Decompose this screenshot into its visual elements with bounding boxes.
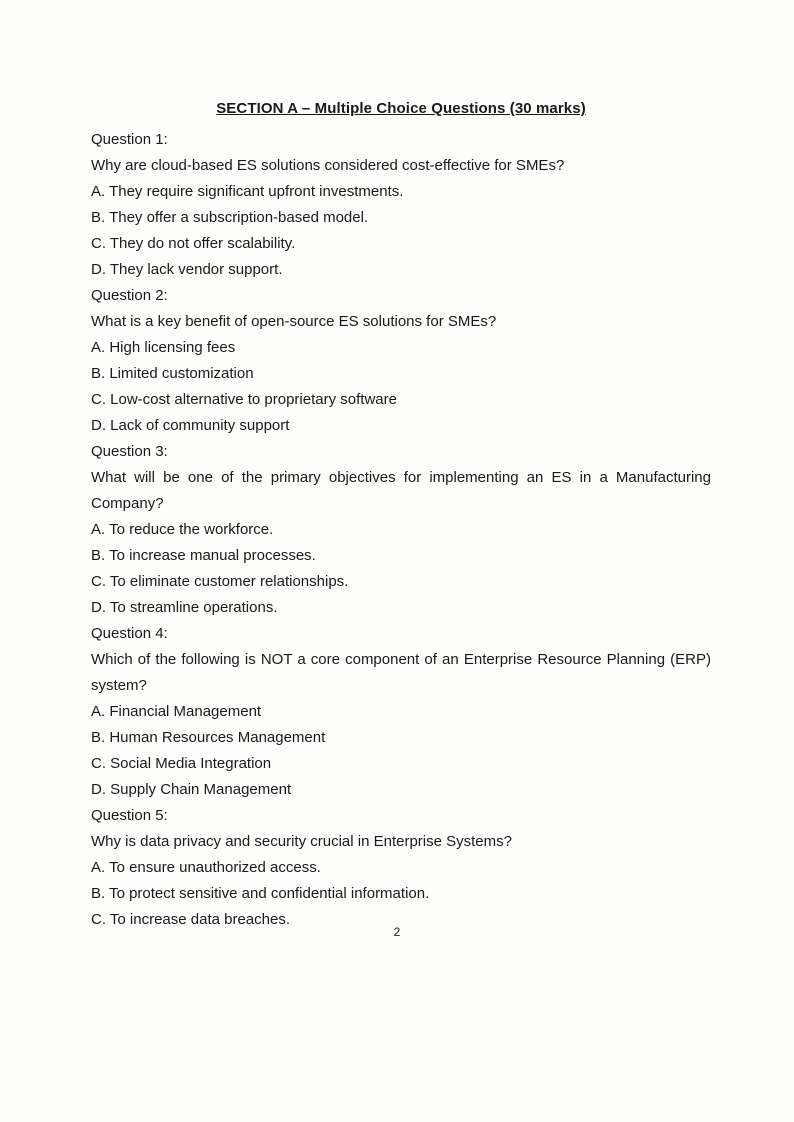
option-c: C. To eliminate customer relationships. (91, 573, 349, 590)
question-label: Question 3: (91, 443, 168, 460)
question-block (91, 283, 711, 439)
question-stem: What will be one of the primary objectives for implementing an ES in a Manufacturing Company? (91, 469, 711, 512)
option-b: B. They offer a subscription-based model. (91, 209, 369, 226)
option-a: A. High licensing fees (91, 339, 236, 356)
question-stem: Why is data privacy and security crucial in Enterprise Systems? (91, 833, 512, 850)
question-stem: Which of the following is NOT a core component of an Enterprise Resource Planning (ERP) system? (91, 651, 711, 694)
question-label: Question 4: (91, 625, 168, 642)
option-c: C. Social Media Integration (91, 755, 272, 772)
option-b: B. To increase manual processes. (91, 547, 316, 564)
question-label: Question 2: (91, 287, 168, 304)
question-block (91, 439, 711, 621)
option-d: D. Lack of community support (91, 417, 290, 434)
question-label: Question 5: (91, 807, 168, 824)
question-stem: What is a key benefit of open-source ES solutions for SMEs? (91, 313, 497, 330)
option-d: D. They lack vendor support. (91, 261, 283, 278)
option-c: C. To increase data breaches. (91, 911, 291, 928)
question-block (91, 621, 711, 803)
question-block (91, 803, 711, 933)
section-heading: SECTION A – Multiple Choice Questions (30 marks) (216, 100, 586, 117)
option-b: B. Human Resources Management (91, 729, 326, 746)
page-content (91, 100, 711, 933)
option-a: A. Financial Management (91, 703, 262, 720)
option-a: A. To ensure unauthorized access. (91, 859, 321, 876)
question-block (91, 127, 711, 283)
option-b: B. Limited customization (91, 365, 254, 382)
option-c: C. Low-cost alternative to proprietary software (91, 391, 397, 408)
option-a: A. To reduce the workforce. (91, 521, 274, 538)
option-c: C. They do not offer scalability. (91, 235, 296, 252)
option-b: B. To protect sensitive and confidential information. (91, 885, 430, 902)
option-d: D. Supply Chain Management (91, 781, 292, 798)
option-a: A. They require significant upfront investments. (91, 183, 404, 200)
question-label: Question 1: (91, 131, 168, 148)
question-stem: Why are cloud-based ES solutions considered cost-effective for SMEs? (91, 157, 565, 174)
page-number: 2 (393, 925, 401, 939)
option-d: D. To streamline operations. (91, 599, 278, 616)
